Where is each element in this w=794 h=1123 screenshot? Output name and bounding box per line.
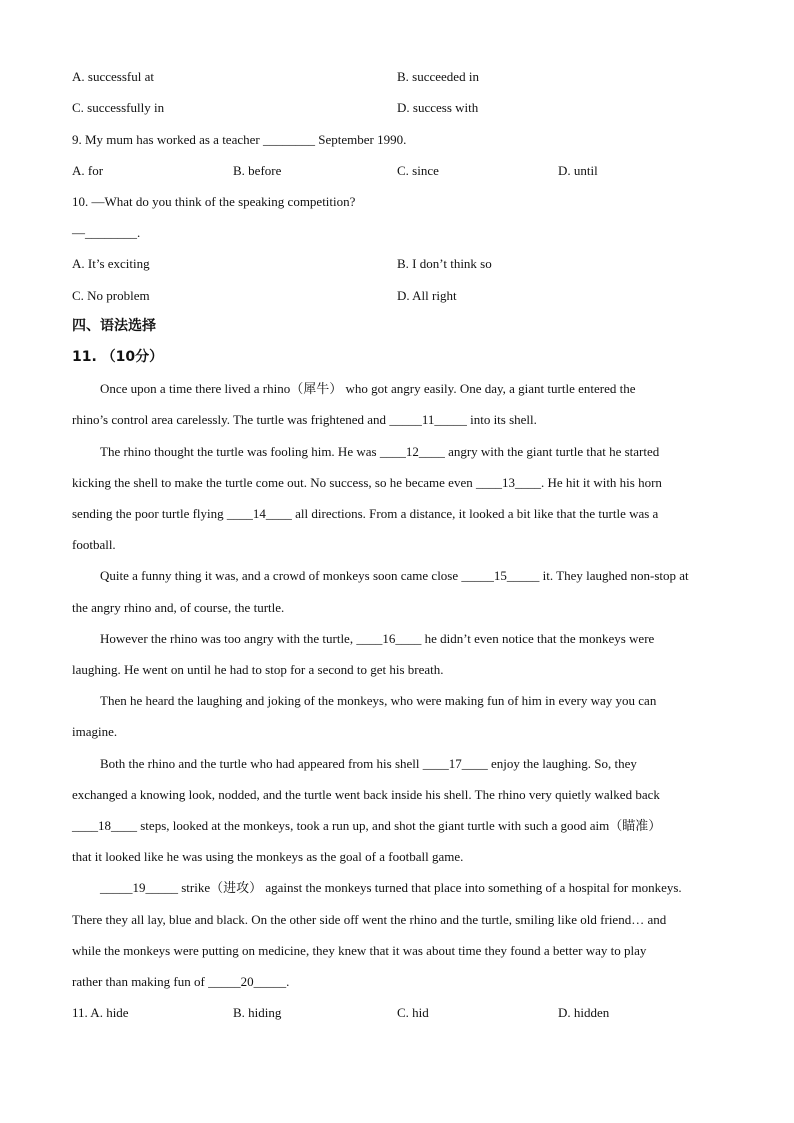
passage-line <box>100 631 654 647</box>
passage-text: The rhino thought the turtle was fooling him. He was <box>100 444 380 459</box>
q10-option-c[interactable]: C. No problem <box>72 288 150 303</box>
blank-20[interactable]: _____20_____ <box>208 974 287 989</box>
section-heading: 四、语法选择 <box>72 318 156 334</box>
passage-text: into its shell. <box>466 412 537 427</box>
q8-option-a[interactable]: A. successful at <box>72 69 154 84</box>
passage-text: kicking the shell to make the turtle come out. No success, so he became even <box>72 475 476 490</box>
passage-line: the angry rhino and, of course, the turtle. <box>72 600 285 615</box>
q8-option-b[interactable]: B. succeeded in <box>397 69 479 84</box>
passage-text: steps, looked at the monkeys, took a run up, and shot the giant turtle with such a good aim（瞄准） <box>137 818 662 833</box>
passage-text: all directions. From a distance, it looked a bit like that the turtle was a <box>291 506 659 521</box>
blank-18[interactable]: ____18____ <box>72 818 137 833</box>
q9-option-b[interactable]: B. before <box>233 163 282 178</box>
passage-text: However the rhino was too angry with the turtle, <box>100 631 357 646</box>
passage-line <box>100 444 659 460</box>
passage-text: Both the rhino and the turtle who had appeared from his shell <box>100 756 423 771</box>
q9-option-a[interactable]: A. for <box>72 163 104 178</box>
q10-option-d[interactable]: D. All right <box>397 288 457 303</box>
blank-12[interactable]: ____12____ <box>379 444 445 459</box>
q9-stem-after: September 1990. <box>314 132 407 147</box>
passage-line <box>100 880 682 896</box>
passage-text: rhino’s control area carelessly. The turtle was frightened and <box>72 412 390 427</box>
passage-line: exchanged a knowing look, nodded, and the turtle went back inside his shell. The rhino very quietly walked back <box>72 787 660 802</box>
passage-line: football. <box>72 537 116 552</box>
blank-15[interactable]: _____15_____ <box>461 568 540 583</box>
passage-text: rather than making fun of <box>72 974 209 989</box>
passage-line: imagine. <box>72 724 118 739</box>
q9-stem-before: 9. My mum has worked as a teacher <box>72 132 263 147</box>
passage-line: while the monkeys were putting on medicine, they knew that it was about time they found a better way to play <box>72 943 647 958</box>
passage-line <box>72 412 537 428</box>
question-label: 11. （10分） <box>72 349 164 365</box>
passage-line <box>72 818 661 834</box>
passage-line <box>72 475 662 491</box>
q9-option-d[interactable]: D. until <box>558 163 598 178</box>
passage-text: enjoy the laughing. So, they <box>487 756 637 771</box>
passage-text: . He hit it with his horn <box>540 475 662 490</box>
q8-option-c[interactable]: C. successfully in <box>72 100 165 115</box>
q8-option-d[interactable]: D. success with <box>397 100 479 115</box>
q11-option-c[interactable]: C. hid <box>397 1005 429 1020</box>
passage-line <box>100 756 637 772</box>
blank-13[interactable]: ____13____ <box>475 475 541 490</box>
q10-option-a[interactable]: A. It’s exciting <box>72 256 150 271</box>
q10-option-b[interactable]: B. I don’t think so <box>397 256 492 271</box>
passage-text: sending the poor turtle flying <box>72 506 227 521</box>
passage-text: strike（进攻） against the monkeys turned that place into something of a hospital for monkeys. <box>178 880 682 895</box>
blank-19[interactable]: _____19_____ <box>100 880 178 895</box>
passage-line <box>72 506 658 522</box>
passage-line: Then he heard the laughing and joking of the monkeys, who were making fun of him in every way you can <box>100 693 657 708</box>
passage-text: it. They laughed non-stop at <box>539 568 689 583</box>
q11-option-d[interactable]: D. hidden <box>558 1005 610 1020</box>
passage-line: laughing. He went on until he had to stop for a second to get his breath. <box>72 662 444 677</box>
passage-line: There they all lay, blue and black. On the other side off went the rhino and the turtle, smiling like old friend… and <box>72 912 667 927</box>
passage-line: that it looked like he was using the monkeys as the goal of a football game. <box>72 849 464 864</box>
blank-11[interactable]: _____11_____ <box>389 412 467 427</box>
blank-14[interactable]: ____14____ <box>226 506 292 521</box>
q11-option-a[interactable]: 11. A. hide <box>72 1005 129 1020</box>
q11-option-b[interactable]: B. hiding <box>233 1005 282 1020</box>
blank-16[interactable]: ____16____ <box>356 631 422 646</box>
q10-stem: 10. —What do you think of the speaking competition? <box>72 194 356 209</box>
passage-text: angry with the giant turtle that he started <box>444 444 660 459</box>
passage-line: Once upon a time there lived a rhino（犀牛） who got angry easily. One day, a giant turtle entered the <box>100 381 636 396</box>
q9-option-c[interactable]: C. since <box>397 163 439 178</box>
passage-line <box>100 568 689 584</box>
passage-text: . <box>286 974 290 989</box>
passage-line <box>72 974 289 990</box>
q10-answer-line: —________. <box>72 225 141 240</box>
q9-stem <box>72 132 406 148</box>
q9-blank: ________ <box>262 132 315 147</box>
blank-17[interactable]: ____17____ <box>422 756 488 771</box>
passage-text: Quite a funny thing it was, and a crowd of monkeys soon came close <box>100 568 462 583</box>
passage-text: he didn’t even notice that the monkeys were <box>421 631 655 646</box>
